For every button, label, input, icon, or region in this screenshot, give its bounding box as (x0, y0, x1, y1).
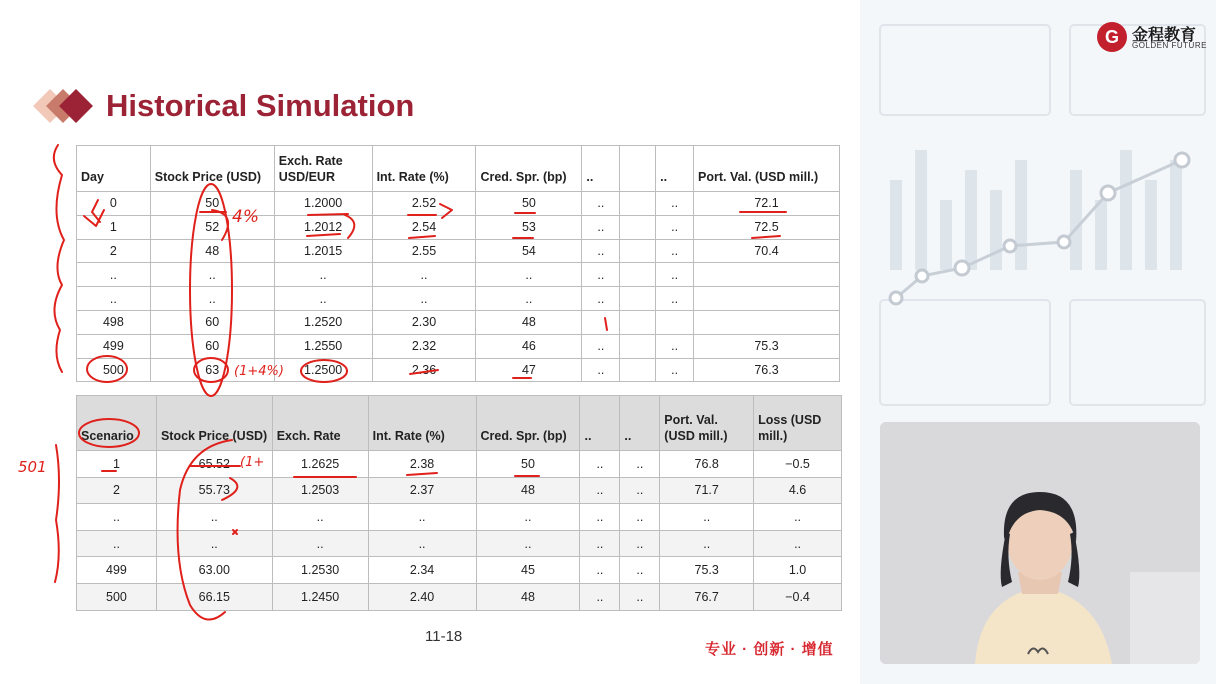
table-cell: 499 (77, 557, 157, 584)
table-cell: .. (77, 530, 157, 557)
table-cell: 2.40 (368, 583, 476, 610)
column-header: Port. Val. (USD mill.) (660, 396, 754, 451)
table-cell: 2.34 (368, 557, 476, 584)
column-header (620, 146, 656, 192)
table-cell: 48 (150, 239, 274, 263)
table-cell: .. (368, 504, 476, 531)
table-cell (620, 215, 656, 239)
presenter-figure (880, 422, 1200, 664)
table-cell: .. (580, 583, 620, 610)
column-header: Exch. Rate USD/EUR (274, 146, 372, 192)
table-row (77, 504, 842, 531)
table-cell (620, 263, 656, 287)
table-cell: 76.8 (660, 451, 754, 478)
column-header: Stock Price (USD) (150, 146, 274, 192)
table-cell: .. (156, 504, 272, 531)
table-cell: .. (372, 263, 476, 287)
slogan: 专业 · 创新 · 增值 (705, 641, 834, 658)
slide-title: Historical Simulation (106, 88, 415, 123)
table-row (77, 192, 840, 216)
golden-future-logo (1097, 22, 1207, 54)
table-cell: 53 (476, 215, 582, 239)
table-cell: 2.32 (372, 334, 476, 358)
table-cell: .. (656, 287, 694, 311)
table-cell: 50 (476, 451, 580, 478)
column-header: Cred. Spr. (bp) (476, 146, 582, 192)
table-cell (620, 287, 656, 311)
table-cell: 0 (77, 192, 151, 216)
table-cell (620, 358, 656, 382)
column-header: Int. Rate (%) (368, 396, 476, 451)
table-cell: 55.73 (156, 477, 272, 504)
table-cell: 1 (77, 215, 151, 239)
table-cell: .. (150, 287, 274, 311)
table-cell: .. (656, 334, 694, 358)
table-cell: .. (620, 583, 660, 610)
table-cell: 1.2450 (272, 583, 368, 610)
table-cell: .. (580, 477, 620, 504)
handwritten-note: 4% (232, 207, 259, 227)
table-cell: 65.52 (156, 451, 272, 478)
table-cell: 60 (150, 334, 274, 358)
table-cell: 54 (476, 239, 582, 263)
table-cell: 63.00 (156, 557, 272, 584)
table-cell: .. (580, 557, 620, 584)
scenario-table (76, 395, 842, 611)
table-cell: .. (372, 287, 476, 311)
table-cell: 60 (150, 310, 274, 334)
column-header: Stock Price (USD) (156, 396, 272, 451)
table-cell: 71.7 (660, 477, 754, 504)
table-cell: 75.3 (694, 334, 840, 358)
table-row (77, 215, 840, 239)
presenter-webcam-video (880, 422, 1200, 664)
table-cell: 2.52 (372, 192, 476, 216)
table-cell: 76.7 (660, 583, 754, 610)
table-cell: 1.2530 (272, 557, 368, 584)
table-row (77, 358, 840, 382)
table-cell: 50 (150, 192, 274, 216)
table-cell: .. (656, 215, 694, 239)
table-cell: −0.4 (754, 583, 842, 610)
table-cell: 46 (476, 334, 582, 358)
table-row (77, 287, 840, 311)
column-header: Day (77, 146, 151, 192)
table-cell: .. (272, 530, 368, 557)
table-cell: 2.36 (372, 358, 476, 382)
table-cell: .. (656, 192, 694, 216)
table-cell: 1.2000 (274, 192, 372, 216)
table-cell: .. (656, 239, 694, 263)
historical-data-table (76, 145, 840, 382)
table-row (77, 530, 842, 557)
table-cell: .. (620, 530, 660, 557)
table-cell: .. (582, 334, 620, 358)
table-cell: .. (476, 263, 582, 287)
table-cell: .. (620, 504, 660, 531)
table-cell: 48 (476, 310, 582, 334)
table-cell: .. (580, 530, 620, 557)
brace-annotation (54, 145, 64, 372)
table-cell (694, 310, 840, 334)
table-row (77, 451, 842, 478)
table-cell: 2 (77, 239, 151, 263)
table-cell: 500 (77, 358, 151, 382)
table-cell: .. (582, 358, 620, 382)
table-cell: 2.37 (368, 477, 476, 504)
table-cell: .. (620, 477, 660, 504)
table-cell: .. (368, 530, 476, 557)
column-header: .. (620, 396, 660, 451)
table-cell: −0.5 (754, 451, 842, 478)
column-header: Scenario (77, 396, 157, 451)
table-cell: .. (620, 451, 660, 478)
table-cell (582, 310, 620, 334)
table-cell: 498 (77, 310, 151, 334)
table-cell: .. (476, 287, 582, 311)
table-row (77, 263, 840, 287)
column-header: Loss (USD mill.) (754, 396, 842, 451)
table-header-row (77, 146, 840, 192)
table-cell: .. (754, 530, 842, 557)
logo-chinese-text: 金程教育 (1132, 27, 1197, 44)
column-header: .. (582, 146, 620, 192)
table-cell: 2.54 (372, 215, 476, 239)
table-cell: 1.0 (754, 557, 842, 584)
handwritten-note: (1+4%) (234, 364, 284, 379)
table-cell: 70.4 (694, 239, 840, 263)
table-cell: 72.1 (694, 192, 840, 216)
page-number: 11-18 (425, 628, 463, 645)
table-cell: .. (476, 530, 580, 557)
brace-annotation (55, 445, 59, 582)
table-cell: 2.55 (372, 239, 476, 263)
table-cell: .. (77, 287, 151, 311)
table-cell (620, 310, 656, 334)
table-cell: 1.2012 (274, 215, 372, 239)
table-cell: .. (274, 263, 372, 287)
table-row (77, 310, 840, 334)
table-cell: .. (656, 263, 694, 287)
table-cell (694, 263, 840, 287)
table-cell: .. (620, 557, 660, 584)
table-cell: 75.3 (660, 557, 754, 584)
table-cell: .. (476, 504, 580, 531)
table-cell: .. (582, 215, 620, 239)
table-cell: .. (156, 530, 272, 557)
table-cell: 52 (150, 215, 274, 239)
table-cell: 1.2625 (272, 451, 368, 478)
table-cell: 47 (476, 358, 582, 382)
column-header: .. (656, 146, 694, 192)
table-cell: 1.2500 (274, 358, 372, 382)
table-cell: .. (77, 504, 157, 531)
table-cell: .. (754, 504, 842, 531)
table-cell: .. (660, 530, 754, 557)
table-cell: 50 (476, 192, 582, 216)
table-cell: 45 (476, 557, 580, 584)
table-cell: .. (582, 263, 620, 287)
table-cell: 2.30 (372, 310, 476, 334)
logo-english-text: GOLDEN FUTURE (1132, 41, 1207, 50)
table-cell: 48 (476, 583, 580, 610)
table-cell (620, 239, 656, 263)
table-cell (694, 287, 840, 311)
table-row (77, 557, 842, 584)
table-cell: .. (580, 451, 620, 478)
table-cell: 76.3 (694, 358, 840, 382)
table-cell: 1 (77, 451, 157, 478)
table-cell (656, 310, 694, 334)
table-cell: 1.2503 (272, 477, 368, 504)
table-row (77, 477, 842, 504)
logo-emblem-icon: G (1097, 22, 1127, 52)
table-cell: 66.15 (156, 583, 272, 610)
column-header: .. (580, 396, 620, 451)
column-header: Port. Val. (USD mill.) (694, 146, 840, 192)
table-row (77, 239, 840, 263)
table-cell: .. (580, 504, 620, 531)
table-cell: 1.2550 (274, 334, 372, 358)
table-cell: .. (660, 504, 754, 531)
table-cell: 1.2015 (274, 239, 372, 263)
table-cell: 2.38 (368, 451, 476, 478)
handwritten-note: (1+ (240, 455, 265, 470)
table-header-row (77, 396, 842, 451)
table-cell: .. (656, 358, 694, 382)
table-row (77, 583, 842, 610)
table-cell: .. (582, 287, 620, 311)
column-header: Cred. Spr. (bp) (476, 396, 580, 451)
table-cell: 4.6 (754, 477, 842, 504)
column-header: Exch. Rate (272, 396, 368, 451)
table-cell: 499 (77, 334, 151, 358)
table-cell: .. (150, 263, 274, 287)
table-cell: 72.5 (694, 215, 840, 239)
table-cell: .. (274, 287, 372, 311)
table-cell: .. (77, 263, 151, 287)
table-cell: 500 (77, 583, 157, 610)
table-row (77, 334, 840, 358)
table-cell (620, 192, 656, 216)
table-cell: 1.2520 (274, 310, 372, 334)
handwritten-note: 501 (18, 458, 47, 476)
table-cell: .. (582, 192, 620, 216)
table-cell: 48 (476, 477, 580, 504)
table-cell: 63 (150, 358, 274, 382)
table-cell: .. (582, 239, 620, 263)
column-header: Int. Rate (%) (372, 146, 476, 192)
table-cell: .. (272, 504, 368, 531)
table-cell: 2 (77, 477, 157, 504)
table-cell (620, 334, 656, 358)
